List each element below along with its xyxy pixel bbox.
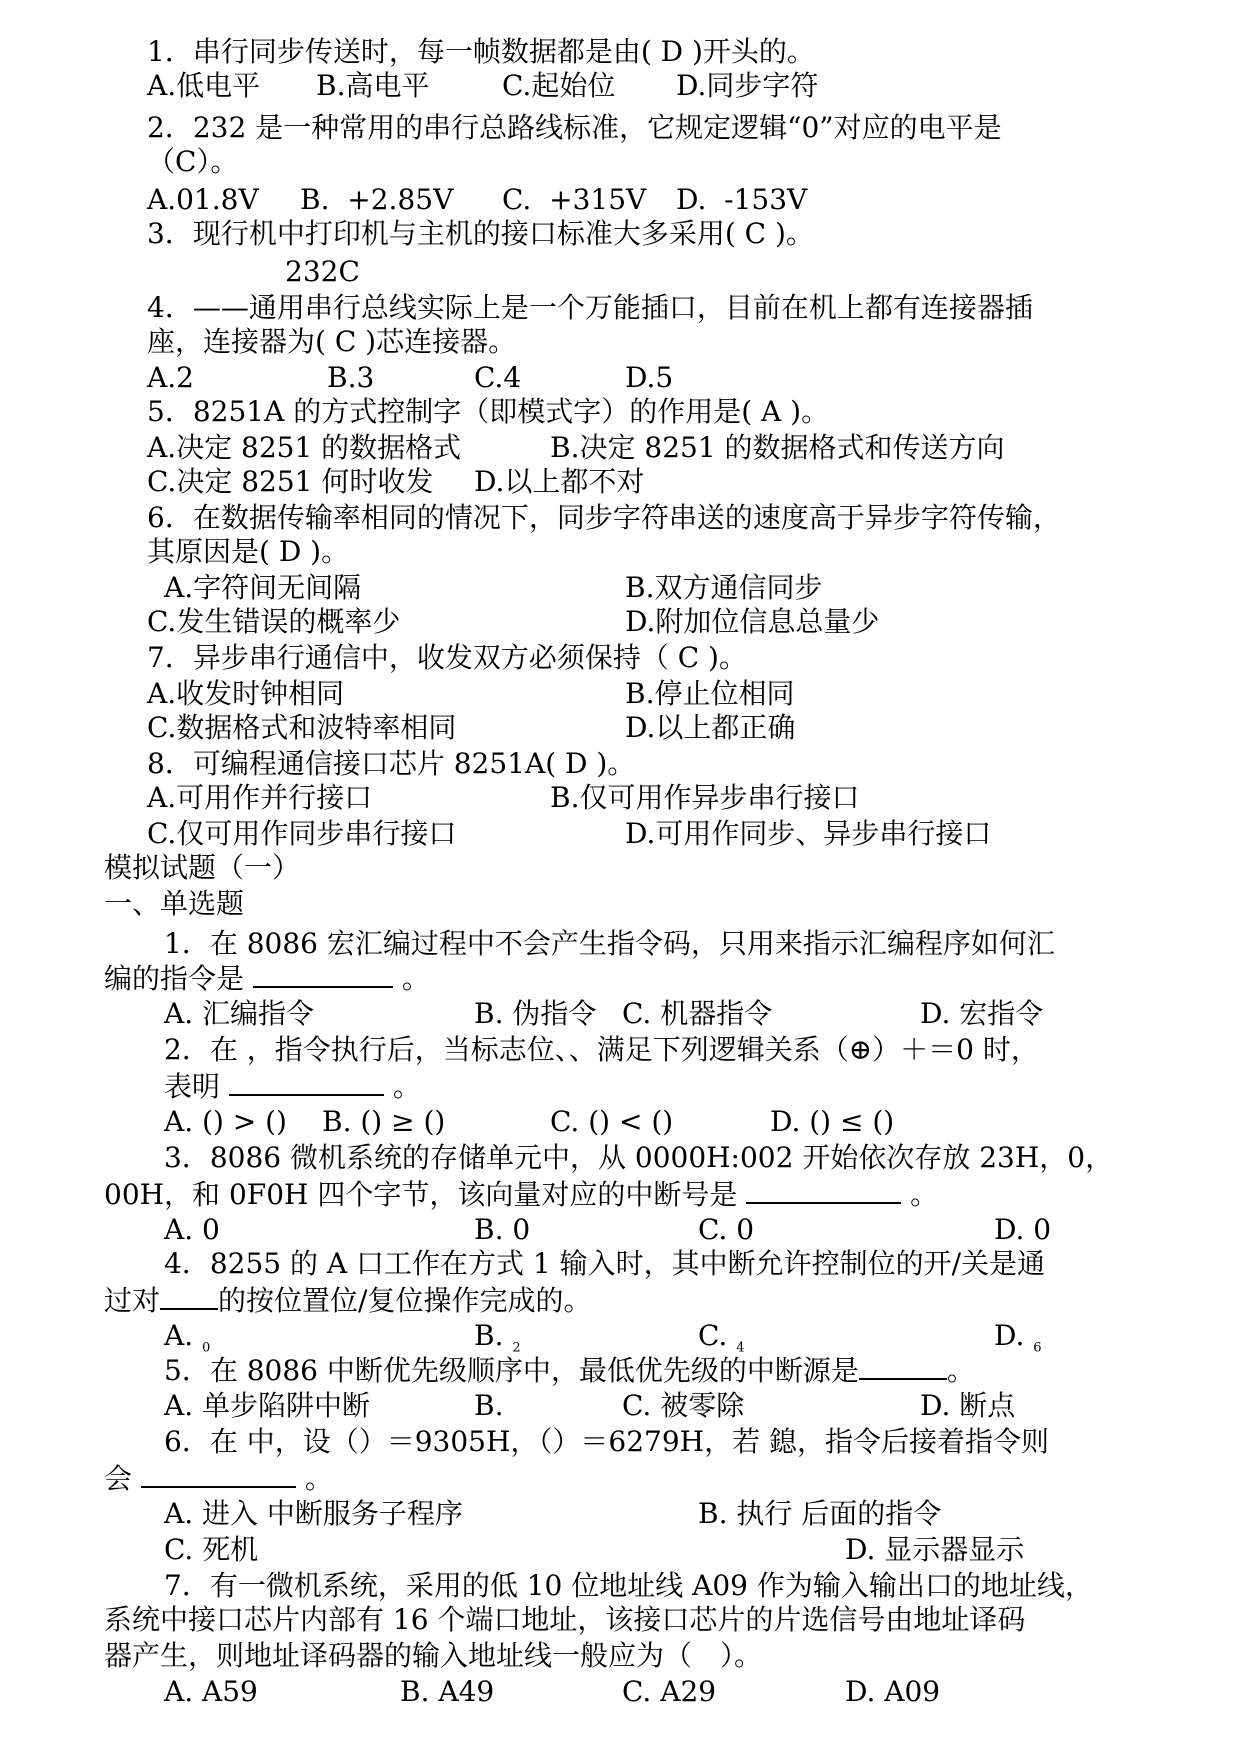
- q5-option-d: D.以上都不对: [474, 465, 645, 498]
- e7-option-b: B. A49: [400, 1675, 495, 1708]
- answer-blank: [141, 1460, 296, 1488]
- q4-option-b: B.3: [327, 361, 375, 394]
- e5-option-a: A. 单步陷阱中断: [164, 1389, 371, 1422]
- e7-option-d: D. A09: [845, 1675, 941, 1708]
- q7-option-a: A.收发时钟相同: [147, 677, 345, 710]
- e2-option-c: C. () < (): [550, 1105, 674, 1138]
- q1-option-b: B.高电平: [316, 69, 430, 102]
- e4-option-d: D. $_6$: [994, 1319, 1042, 1356]
- e3-stem-line1: 3．8086 微机系统的存储单元中，从 0000H:002 开始依次存放 23H，0，: [164, 1141, 1114, 1174]
- q4-option-d: D.5: [625, 361, 674, 394]
- e6-option-a: A. 进入 中断服务子程序: [164, 1497, 463, 1530]
- q5-option-c: C.决定 8251 何时收发: [147, 465, 434, 498]
- e6-stem-line2: 会 。: [104, 1462, 333, 1495]
- q2-stem-line2: （C）。: [147, 145, 239, 178]
- e1-option-a: A. 汇编指令: [164, 997, 315, 1030]
- q1-option-c: C.起始位: [502, 69, 616, 102]
- e4-stem-line1: 4．8255 的 A 口工作在方式 1 输入时，其中断允许控制位的开/关是通: [164, 1247, 1046, 1280]
- e4-option-b: B. $_2$: [474, 1319, 521, 1356]
- answer-blank: [859, 1352, 947, 1380]
- q7-option-d: D.以上都正确: [625, 711, 796, 744]
- e4-option-c: C. $_4$: [698, 1319, 745, 1356]
- e2-option-d: D. () ≤ (): [770, 1105, 895, 1138]
- q4-stem-line2: 座，连接器为( C )芯连接器。: [147, 325, 517, 358]
- q2-option-b: B. +2.85V: [300, 183, 454, 216]
- e3-option-d: D. 0: [994, 1213, 1052, 1246]
- q2-option-c: C. +315V: [502, 183, 647, 216]
- answer-blank: [229, 1068, 384, 1096]
- e2-option-b: B. () ≥ (): [322, 1105, 446, 1138]
- e5-option-b: B.: [474, 1389, 504, 1422]
- q2-option-a: A.01.8V: [147, 183, 259, 216]
- e7-stem-line2: 系统中接口芯片内部有 16 个端口地址，该接口芯片的片选信号由地址译码: [104, 1603, 1026, 1636]
- section-heading: 一、单选题: [104, 887, 245, 920]
- e1-stem-line2: 编的指令是 。: [104, 962, 430, 995]
- e2-option-a: A. () > (): [164, 1105, 287, 1138]
- q6-option-b: B.双方通信同步: [625, 571, 823, 604]
- e3-option-c: C. 0: [698, 1213, 755, 1246]
- q8-option-c: C.仅可用作同步串行接口: [147, 817, 457, 850]
- q5-stem: 5．8251A 的方式控制字（即模式字）的作用是( A )。: [147, 395, 830, 428]
- q2-option-d: D. -153V: [676, 183, 808, 216]
- e6-stem-line1: 6．在 中，设（）＝9305H，（）＝6279H，若 鎴，指令后接着指令则: [164, 1425, 1049, 1458]
- q5-option-a: A.决定 8251 的数据格式: [147, 431, 462, 464]
- e6-option-b: B. 执行 后面的指令: [698, 1497, 942, 1530]
- q7-stem: 7．异步串行通信中，收发双方必须保持（ C )。: [147, 641, 747, 674]
- e4-option-a: A. $_0$: [164, 1319, 211, 1356]
- answer-blank: [746, 1176, 901, 1204]
- q6-option-d: D.附加位信息总量少: [625, 605, 880, 638]
- q8-option-d: D.可用作同步、异步串行接口: [625, 817, 992, 850]
- q4-stem-line1: 4．——通用串行总线实际上是一个万能插口，目前在机上都有连接器插: [147, 291, 1033, 324]
- e4-stem-line2: 过对 的按位置位/复位操作完成的。: [104, 1284, 592, 1317]
- e3-option-a: A. 0: [164, 1213, 220, 1246]
- e3-option-b: B. 0: [474, 1213, 531, 1246]
- e1-option-d: D. 宏指令: [920, 997, 1044, 1030]
- q8-option-a: A.可用作并行接口: [147, 781, 373, 814]
- q5-option-b: B.决定 8251 的数据格式和传送方向: [550, 431, 1005, 464]
- e6-option-c: C. 死机: [164, 1533, 259, 1566]
- q6-stem-line1: 6．在数据传输率相同的情况下，同步字符串送的速度高于异步字符传输，: [147, 501, 1061, 534]
- e1-option-b: B. 伪指令: [474, 997, 597, 1030]
- e7-stem-line3: 器产生，则地址译码器的输入地址线一般应为（ ）。: [104, 1639, 763, 1672]
- e7-stem-line1: 7．有一微机系统，采用的低 10 位地址线 A09 作为输入输出口的地址线，: [164, 1569, 1093, 1602]
- e2-stem-line1: 2．在 ，指令执行后，当标志位、、满足下列逻辑关系（⊕）＋＝0 时，: [164, 1033, 1039, 1066]
- q1-option-d: D.同步字符: [676, 69, 819, 102]
- q8-option-b: B.仅可用作异步串行接口: [550, 781, 860, 814]
- e1-stem-line1: 1．在 8086 宏汇编过程中不会产生指令码，只用来指示汇编程序如何汇: [164, 927, 1055, 960]
- e6-option-d: D. 显示器显示: [845, 1533, 1025, 1566]
- q1-option-a: A.低电平: [147, 69, 261, 102]
- exam-title: 模拟试题（一）: [104, 851, 301, 884]
- q4-option-c: C.4: [474, 361, 522, 394]
- q8-stem: 8．可编程通信接口芯片 8251A( D )。: [147, 747, 636, 780]
- e7-option-c: C. A29: [622, 1675, 717, 1708]
- e5-stem: 5．在 8086 中断优先级顺序中，最低优先级的中断源是 。: [164, 1354, 975, 1387]
- q7-option-b: B.停止位相同: [625, 677, 795, 710]
- answer-blank: [253, 960, 393, 988]
- e5-option-c: C. 被零除: [622, 1389, 745, 1422]
- e2-stem-line2: 表明 。: [164, 1070, 421, 1103]
- q3-stem: 3．现行机中打印机与主机的接口标准大多采用( C )。: [147, 217, 814, 250]
- q3-note: 232C: [285, 255, 360, 288]
- answer-blank: [160, 1282, 218, 1310]
- e3-stem-line2: 00H，和 0F0H 四个字节，该向量对应的中断号是 。: [104, 1178, 939, 1211]
- q6-option-a: A.字符间无间隔: [164, 571, 362, 604]
- q7-option-c: C.数据格式和波特率相同: [147, 711, 457, 744]
- e1-option-c: C. 机器指令: [622, 997, 773, 1030]
- q1-stem: 1．串行同步传送时，每一帧数据都是由( D )开头的。: [147, 35, 815, 68]
- e5-option-d: D. 断点: [920, 1389, 1016, 1422]
- q2-stem-line1: 2．232 是一种常用的串行总路线标准，它规定逻辑“0”对应的电平是: [147, 111, 1002, 144]
- q6-stem-line2: 其原因是( D )。: [147, 535, 350, 568]
- e7-option-a: A. A59: [164, 1675, 258, 1708]
- q4-option-a: A.2: [147, 361, 194, 394]
- q6-option-c: C.发生错误的概率少: [147, 605, 401, 638]
